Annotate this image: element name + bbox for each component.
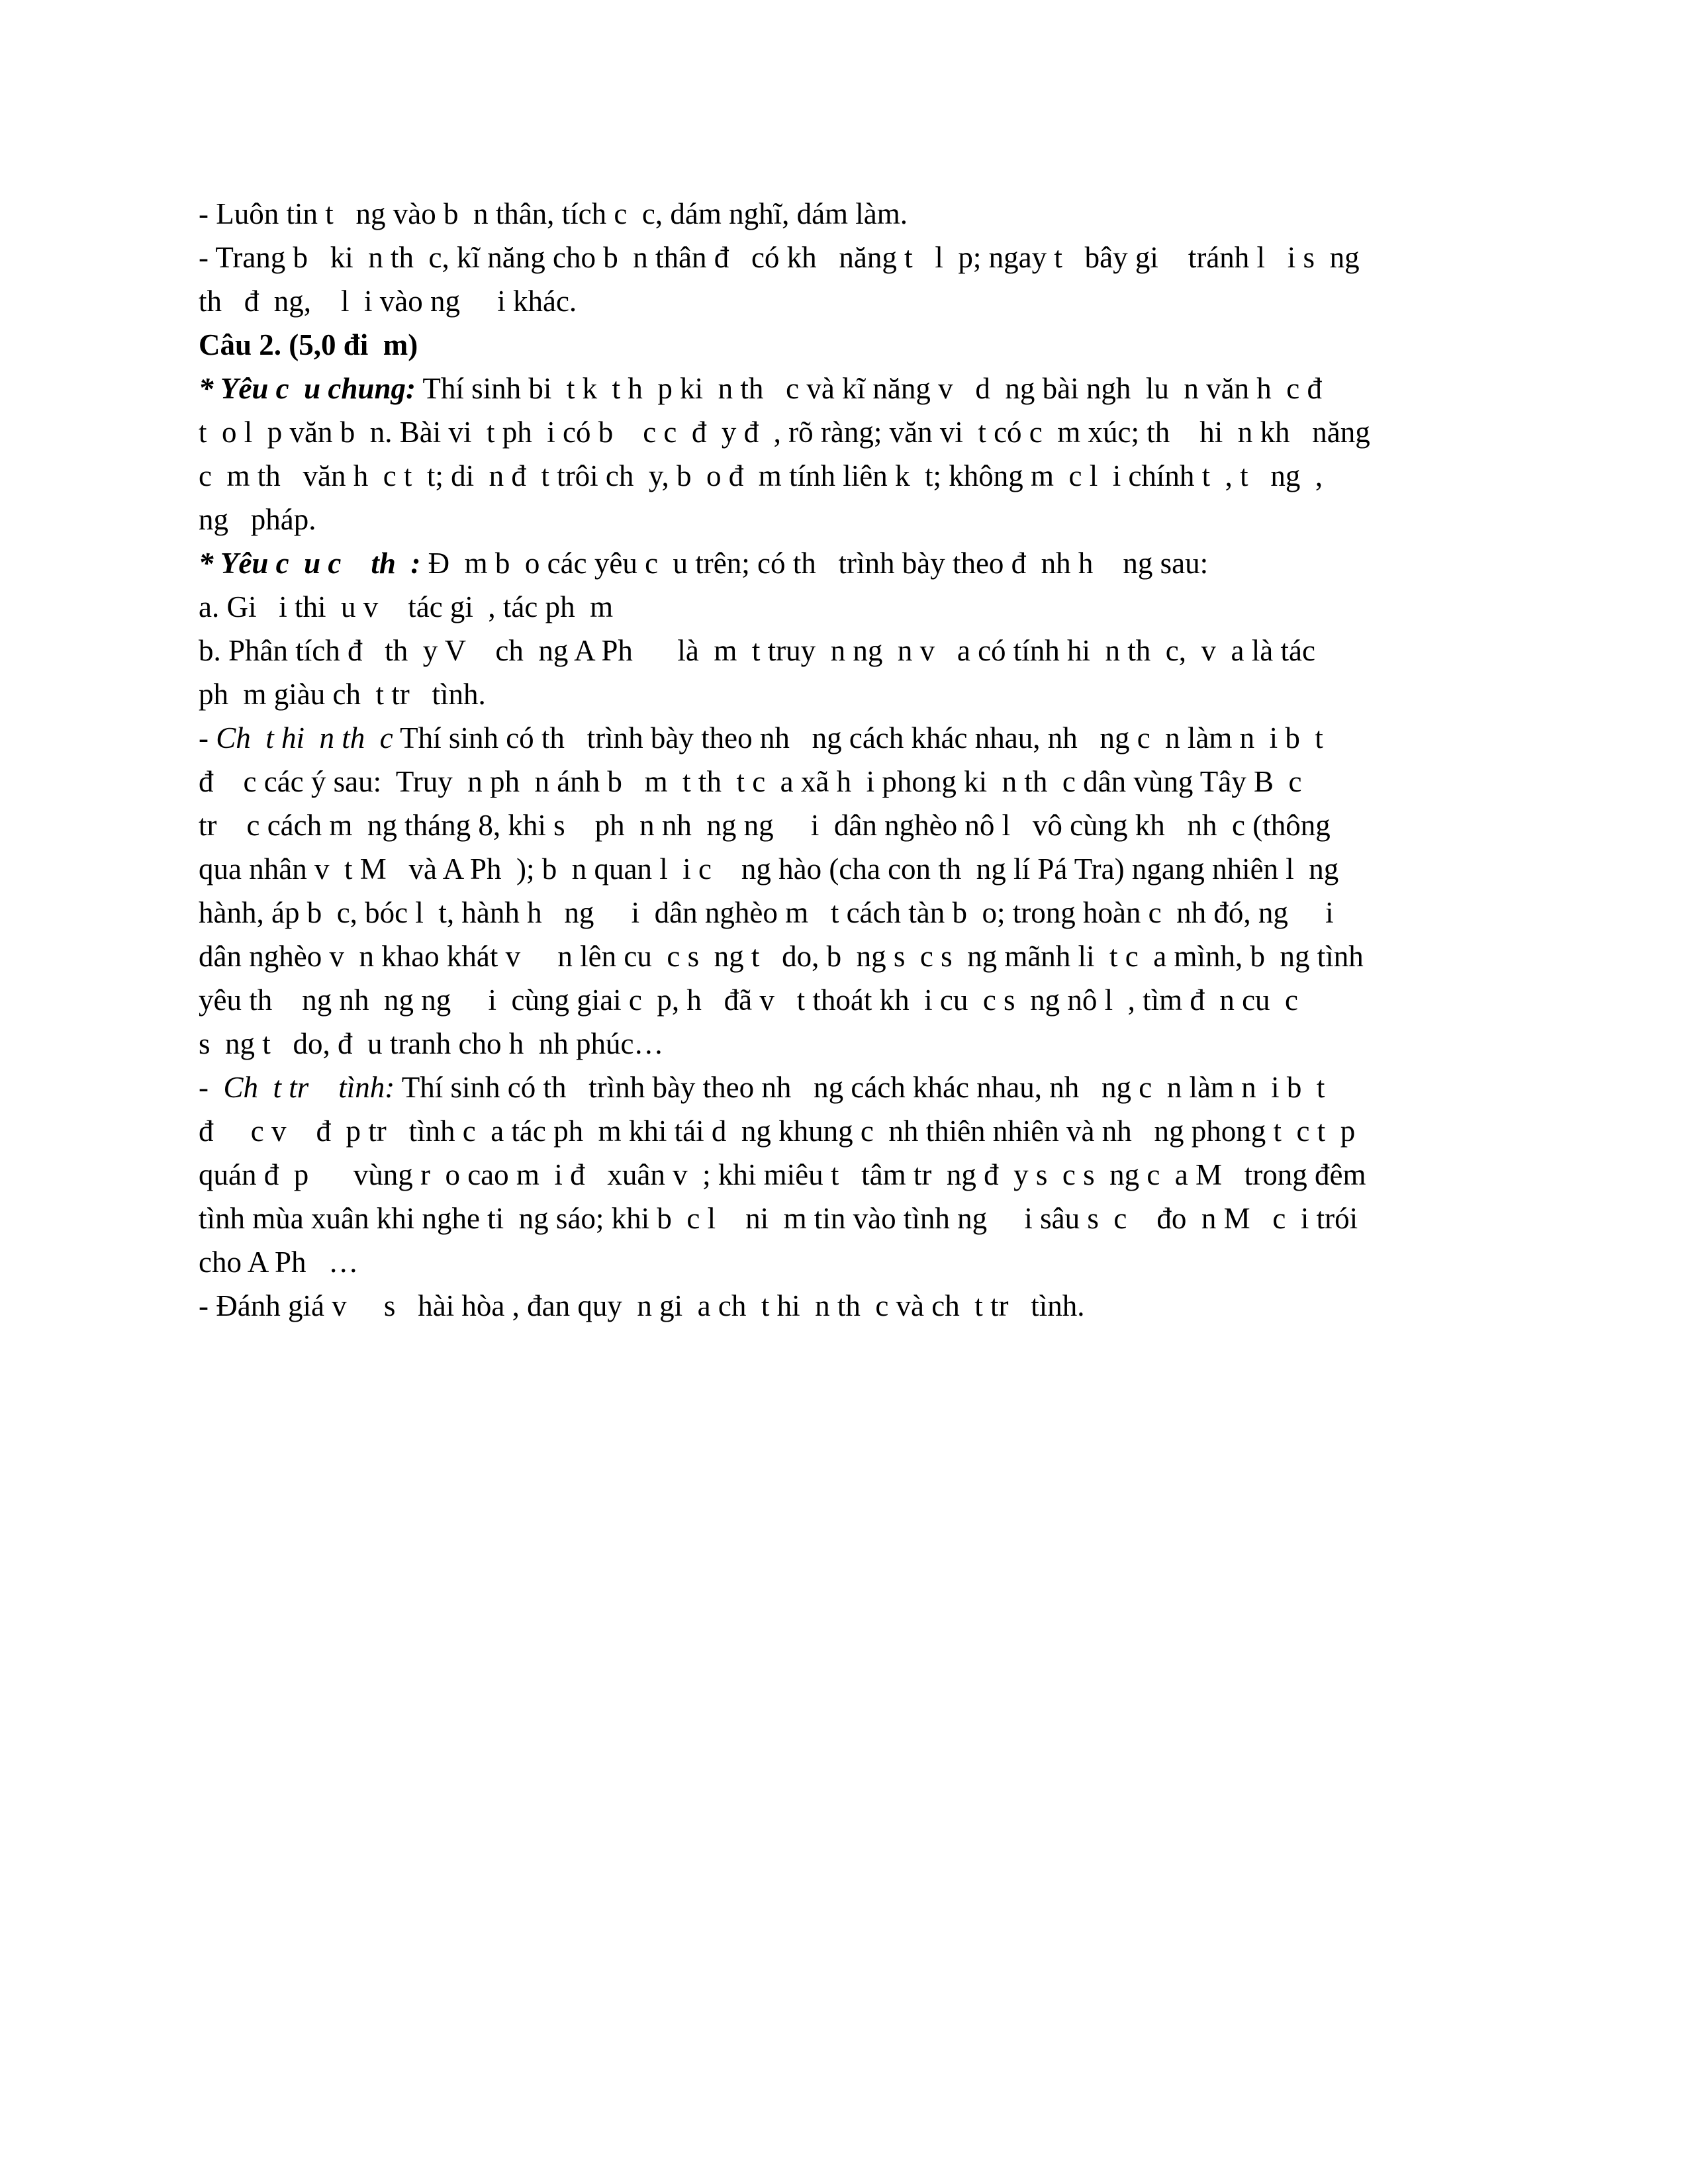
- text-run: tình mùa xuân khi nghe ti ng sáo; khi b c l ni m tin vào tình ng i sâu s c đo n M c i trói: [199, 1202, 1358, 1235]
- text-line: [199, 847, 1489, 891]
- text-run: s ng t do, đ u tranh cho h nh phúc…: [199, 1027, 664, 1060]
- text-line: [199, 629, 1489, 672]
- text-run-styled: * Yêu c u chung:: [199, 372, 416, 405]
- text-run: tr c cách m ng tháng 8, khi s ph n nh ng ng i dân nghèo nô l vô cùng kh nh c (thông: [199, 809, 1331, 842]
- text-line: [199, 541, 1489, 585]
- text-line: [199, 803, 1489, 847]
- text-line: [199, 1066, 1489, 1109]
- text-line: [199, 1284, 1489, 1328]
- text-run: c m th văn h c t t; di n đ t trôi ch y, b o đ m tính liên k t; không m c l i chính t , t ng ,: [199, 459, 1323, 492]
- text-run-styled: Ch t hi n th c: [216, 721, 393, 754]
- text-run: Đ m b o các yêu c u trên; có th trình bày theo đ nh h ng sau:: [420, 547, 1209, 580]
- text-line: [199, 760, 1489, 803]
- text-run: quán đ p vùng r o cao m i đ xuân v ; khi miêu t tâm tr ng đ y s c s ng c a M trong đêm: [199, 1158, 1366, 1191]
- text-run: t o l p văn b n. Bài vi t ph i có b c c đ y đ , rõ ràng; văn vi t có c m xúc; th hi n kh năng: [199, 416, 1370, 449]
- text-line: [199, 891, 1489, 934]
- text-run: Thí sinh bi t k t h p ki n th c và kĩ năng v d ng bài ngh lu n văn h c đ: [415, 372, 1323, 405]
- text-line: [199, 585, 1489, 629]
- text-run: dân nghèo v n khao khát v n lên cu c s ng t do, b ng s c s ng mãnh li t c a mình, b ng tình: [199, 940, 1364, 973]
- text-run: cho A Ph …: [199, 1246, 359, 1279]
- text-line: [199, 498, 1489, 541]
- text-run: b. Phân tích đ th y V ch ng A Ph là m t truy n ng n v a có tính hi n th c, v a là tác: [199, 634, 1315, 667]
- text-run: hành, áp b c, bóc l t, hành h ng i dân nghèo m t cách tàn b o; trong hoàn c nh đó, ng i: [199, 896, 1334, 929]
- text-run: Thí sinh có th trình bày theo nh ng cách khác nhau, nh ng c n làm n i b t: [395, 1071, 1325, 1104]
- text-run: -: [199, 1071, 224, 1104]
- text-line: [199, 367, 1489, 410]
- text-line: [199, 323, 1489, 367]
- text-run-styled: * Yêu c u c th :: [199, 547, 421, 580]
- text-run: - Luôn tin t ng vào b n thân, tích c c, dám nghĩ, dám làm.: [199, 197, 908, 230]
- text-run: - Trang b ki n th c, kĩ năng cho b n thân đ có kh năng t l p; ngay t bây gi tránh l i s ng: [199, 241, 1360, 274]
- text-line: [199, 978, 1489, 1022]
- text-run: đ c các ý sau: Truy n ph n ánh b m t th t c a xã h i phong ki n th c dân vùng Tây B c: [199, 765, 1302, 798]
- text-line: [199, 454, 1489, 498]
- text-line: [199, 410, 1489, 454]
- text-line: [199, 672, 1489, 716]
- text-line: [199, 1197, 1489, 1240]
- text-line: [199, 1109, 1489, 1153]
- text-run: yêu th ng nh ng ng i cùng giai c p, h đã v t thoát kh i cu c s ng nô l , tìm đ n cu c: [199, 983, 1299, 1017]
- text-run: qua nhân v t M và A Ph ); b n quan l i c ng hào (cha con th ng lí Pá Tra) ngang nhiên l ng: [199, 852, 1339, 886]
- text-run: a. Gi i thi u v tác gi , tác ph m: [199, 590, 614, 623]
- text-run: đ c v đ p tr tình c a tác ph m khi tái d ng khung c nh thiên nhiên và nh ng phong t c t p: [199, 1115, 1356, 1148]
- text-run: - Đánh giá v s hài hòa , đan quy n gi a ch t hi n th c và ch t tr tình.: [199, 1289, 1085, 1322]
- text-run: ph m giàu ch t tr tình.: [199, 678, 486, 711]
- text-line: [199, 279, 1489, 323]
- text-run: ng pháp.: [199, 503, 316, 536]
- text-run: Thí sinh có th trình bày theo nh ng cách khác nhau, nh ng c n làm n i b t: [393, 721, 1323, 754]
- text-line: [199, 1240, 1489, 1284]
- text-line: [199, 236, 1489, 279]
- text-run: -: [199, 721, 216, 754]
- text-line: [199, 716, 1489, 760]
- document-body: [199, 192, 1489, 1328]
- text-line: [199, 1022, 1489, 1066]
- text-line: [199, 192, 1489, 236]
- text-run-styled: Ch t tr tình:: [223, 1071, 395, 1104]
- text-run: th đ ng, l i vào ng i khác.: [199, 285, 577, 318]
- text-run-styled: Câu 2. (5,0 đi m): [199, 328, 418, 361]
- text-line: [199, 934, 1489, 978]
- text-line: [199, 1153, 1489, 1197]
